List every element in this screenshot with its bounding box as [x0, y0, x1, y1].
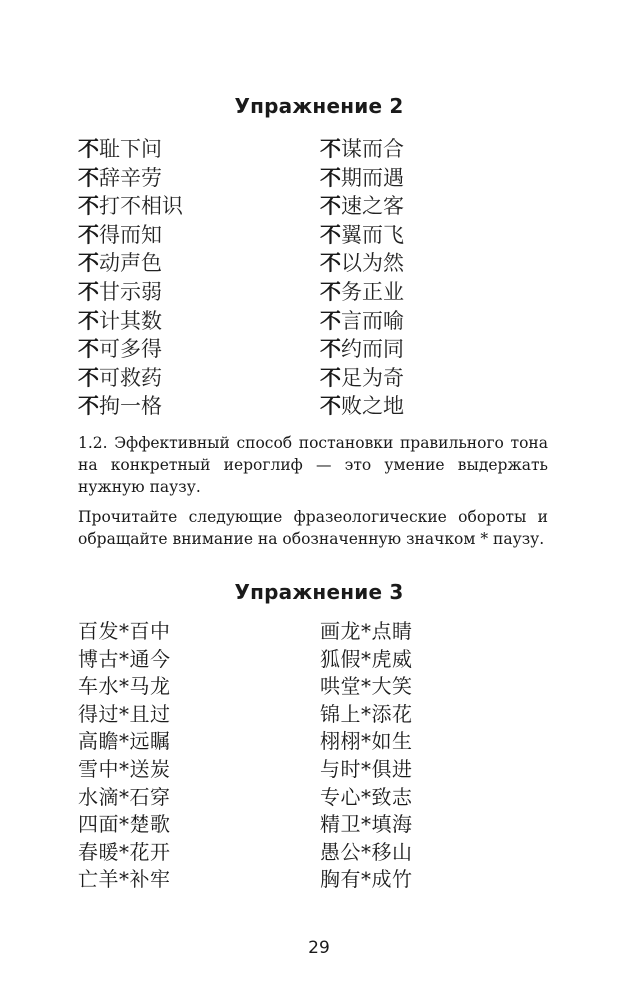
- idiom-item: 画龙*点睛: [320, 619, 413, 643]
- page-number: 29: [308, 938, 330, 958]
- idiom-item: 不辞辛劳: [78, 164, 162, 190]
- idiom-item: 百发*百中: [78, 619, 171, 643]
- idiom-item: 不约而同: [320, 336, 404, 362]
- exercise-2-left-column: [78, 135, 183, 421]
- idiom-item: 不可多得: [78, 336, 162, 362]
- idiom-item: 得过*且过: [78, 701, 171, 726]
- idiom-item: 不甘示弱: [78, 278, 162, 304]
- idiom-item: 不务正业: [320, 278, 404, 304]
- idiom-item: 不言而喻: [320, 307, 404, 333]
- exercise-3-left-column: [78, 618, 171, 894]
- idiom-item: 精卫*填海: [320, 812, 413, 837]
- idiom-item: 胸有*成竹: [320, 867, 413, 892]
- exercise-3-heading: Упражнение 3: [234, 580, 404, 604]
- exercise-2-right-column: [320, 135, 404, 421]
- idiom-item: 哄堂*大笑: [320, 674, 413, 699]
- idiom-item: 专心*致志: [320, 784, 413, 809]
- idiom-item: 不可救药: [78, 364, 162, 390]
- idiom-item: 车水*马龙: [78, 674, 171, 699]
- idiom-item: 与时*俱进: [320, 756, 413, 781]
- idiom-item: 博古*通今: [78, 646, 171, 671]
- idiom-item: 不打不相识: [78, 193, 183, 219]
- idiom-item: 不得而知: [78, 221, 162, 247]
- idiom-item: 不败之地: [320, 393, 404, 419]
- idiom-item: 春暖*花开: [78, 839, 171, 864]
- idiom-item: 不动声色: [78, 250, 162, 276]
- paragraph-tone-pause: 1.2. Эффективный способ постановки правильного тона на конкретный иероглиф — это умение выдержать нужную паузу.: [78, 434, 548, 496]
- idiom-item: 不期而遇: [320, 164, 404, 190]
- idiom-item: 不速之客: [320, 193, 404, 219]
- exercise-3-right-column: [320, 618, 413, 894]
- paragraph-instruction: Прочитайте следующие фразеологические обороты и обращайте внимание на обозначенную значком * паузу.: [78, 508, 548, 548]
- idiom-item: 栩栩*如生: [320, 729, 413, 754]
- idiom-item: 不以为然: [320, 250, 404, 276]
- idiom-item: 不谋而合: [320, 136, 404, 161]
- idiom-item: 不耻下问: [78, 136, 162, 161]
- exercise-2-heading: Упражнение 2: [234, 94, 404, 118]
- idiom-item: 雪中*送炭: [78, 756, 171, 781]
- idiom-item: 不计其数: [78, 307, 162, 333]
- idiom-item: 不翼而飞: [320, 221, 404, 247]
- idiom-item: 水滴*石穿: [78, 784, 171, 809]
- idiom-item: 不足为奇: [320, 364, 404, 390]
- idiom-item: 锦上*添花: [320, 701, 413, 726]
- idiom-item: 愚公*移山: [320, 839, 413, 864]
- idiom-item: 不拘一格: [78, 393, 162, 419]
- idiom-item: 四面*楚歌: [78, 812, 171, 837]
- idiom-item: 高瞻*远瞩: [78, 729, 171, 754]
- idiom-item: 狐假*虎威: [320, 646, 413, 671]
- idiom-item: 亡羊*补牢: [78, 867, 171, 892]
